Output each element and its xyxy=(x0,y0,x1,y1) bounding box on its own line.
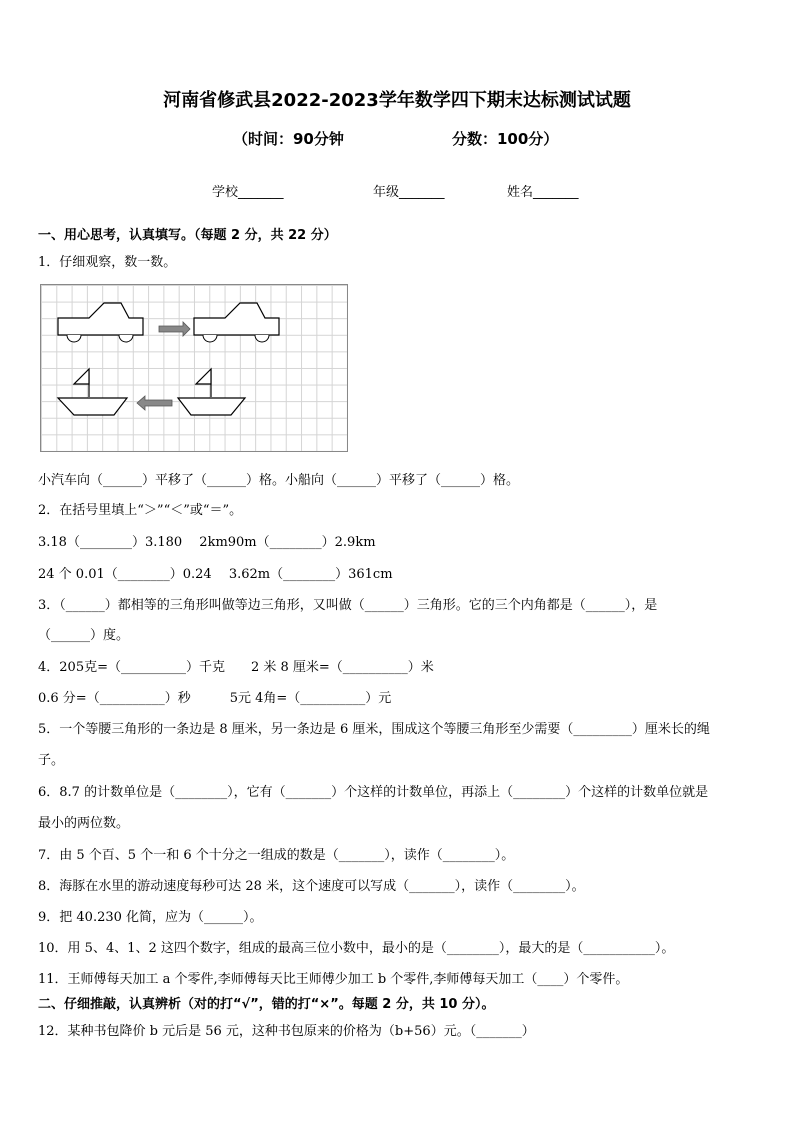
question-7: 7．由 5 个百、5 个一和 6 个十分之一组成的数是（_______），读作（________）。 xyxy=(38,848,515,863)
question-11: 11．王师傅每天加工 a 个零件,李师傅每天比王师傅少加工 b 个零件,李师傅每天加工（____）个零件。 xyxy=(38,972,629,987)
question-4-line-1: 4．205克=（__________）千克 2 米 8 厘米=（__________）米 xyxy=(38,660,434,675)
boat-left-hull xyxy=(58,398,127,415)
car-right-wheel-rear xyxy=(255,335,269,342)
grade-field: 年级_______ xyxy=(373,185,445,200)
arrow-right-icon xyxy=(159,322,190,336)
car-left-wheel-rear xyxy=(119,335,133,342)
arrow-left-icon xyxy=(137,396,172,410)
car-left-body xyxy=(58,303,143,335)
question-2-b: 24 个 0.01（________）0.24 3.62m（________）361cm xyxy=(38,567,393,582)
page-title: 河南省修武县2022-2023学年数学四下期末达标测试试题 xyxy=(163,90,631,111)
car-right-wheel-front xyxy=(203,335,217,342)
boat-left-flag xyxy=(74,369,89,384)
section-1-heading: 一、用心思考，认真填写。（每题 2 分，共 22 分） xyxy=(38,228,337,243)
translation-figure-drawing xyxy=(41,285,347,451)
question-12: 12．某种书包降价 b 元后是 56 元，这种书包原来的价格为（b+56）元。（_______） xyxy=(38,1024,535,1039)
total-score: 分数：100分） xyxy=(452,130,559,148)
question-9: 9．把 40.230 化简，应为（______）。 xyxy=(38,910,263,925)
question-8: 8．海豚在水里的游动速度每秒可达 28 米，这个速度可以写成（_______），读作（________）。 xyxy=(38,879,585,894)
car-right-body xyxy=(194,303,279,335)
question-2-a: 3.18（________）3.180 2km90m（________）2.9km xyxy=(38,535,376,550)
time-limit: （时间：90分钟 xyxy=(233,130,344,148)
boat-right-flag xyxy=(196,369,211,384)
question-5-line-2: 子。 xyxy=(38,753,65,768)
section-2-heading: 二、仔细推敲，认真辨析（对的打“√”，错的打“×”。每题 2 分，共 10 分）。 xyxy=(38,997,495,1012)
question-3-line-2: （______）度。 xyxy=(38,628,130,643)
question-10: 10．用 5、4、1、2 这四个数字，组成的最高三位小数中，最小的是（________），最大的是（___________）。 xyxy=(38,941,675,956)
question-6-line-1: 6．8.7 的计数单位是（________），它有（_______）个这样的计数单位，再添上（________）个这样的计数单位就是 xyxy=(38,785,709,800)
question-5-line-1: 5．一个等腰三角形的一条边是 8 厘米，另一条边是 6 厘米，围成这个等腰三角形至少需要（_________）厘米长的绳 xyxy=(38,722,710,737)
name-field: 姓名_______ xyxy=(507,185,579,200)
question-4-line-2: 0.6 分=（__________）秒 5元 4角=（__________）元 xyxy=(38,691,392,706)
question-1-fill: 小汽车向（______）平移了（______）格。小船向（______）平移了（______）格。 xyxy=(38,473,520,488)
question-6-line-2: 最小的两位数。 xyxy=(38,816,130,831)
car-left-wheel-front xyxy=(67,335,81,342)
question-2: 2．在括号里填上“＞”“＜”或“＝”。 xyxy=(38,503,243,518)
question-3-line-1: 3．（______）都相等的三角形叫做等边三角形，又叫做（______）三角形。它的三个内角都是（______），是 xyxy=(38,598,658,613)
question-1: 1．仔细观察，数一数。 xyxy=(38,255,177,270)
school-field: 学校_______ xyxy=(212,185,284,200)
boat-right-hull xyxy=(178,398,245,415)
translation-figure xyxy=(40,284,348,452)
